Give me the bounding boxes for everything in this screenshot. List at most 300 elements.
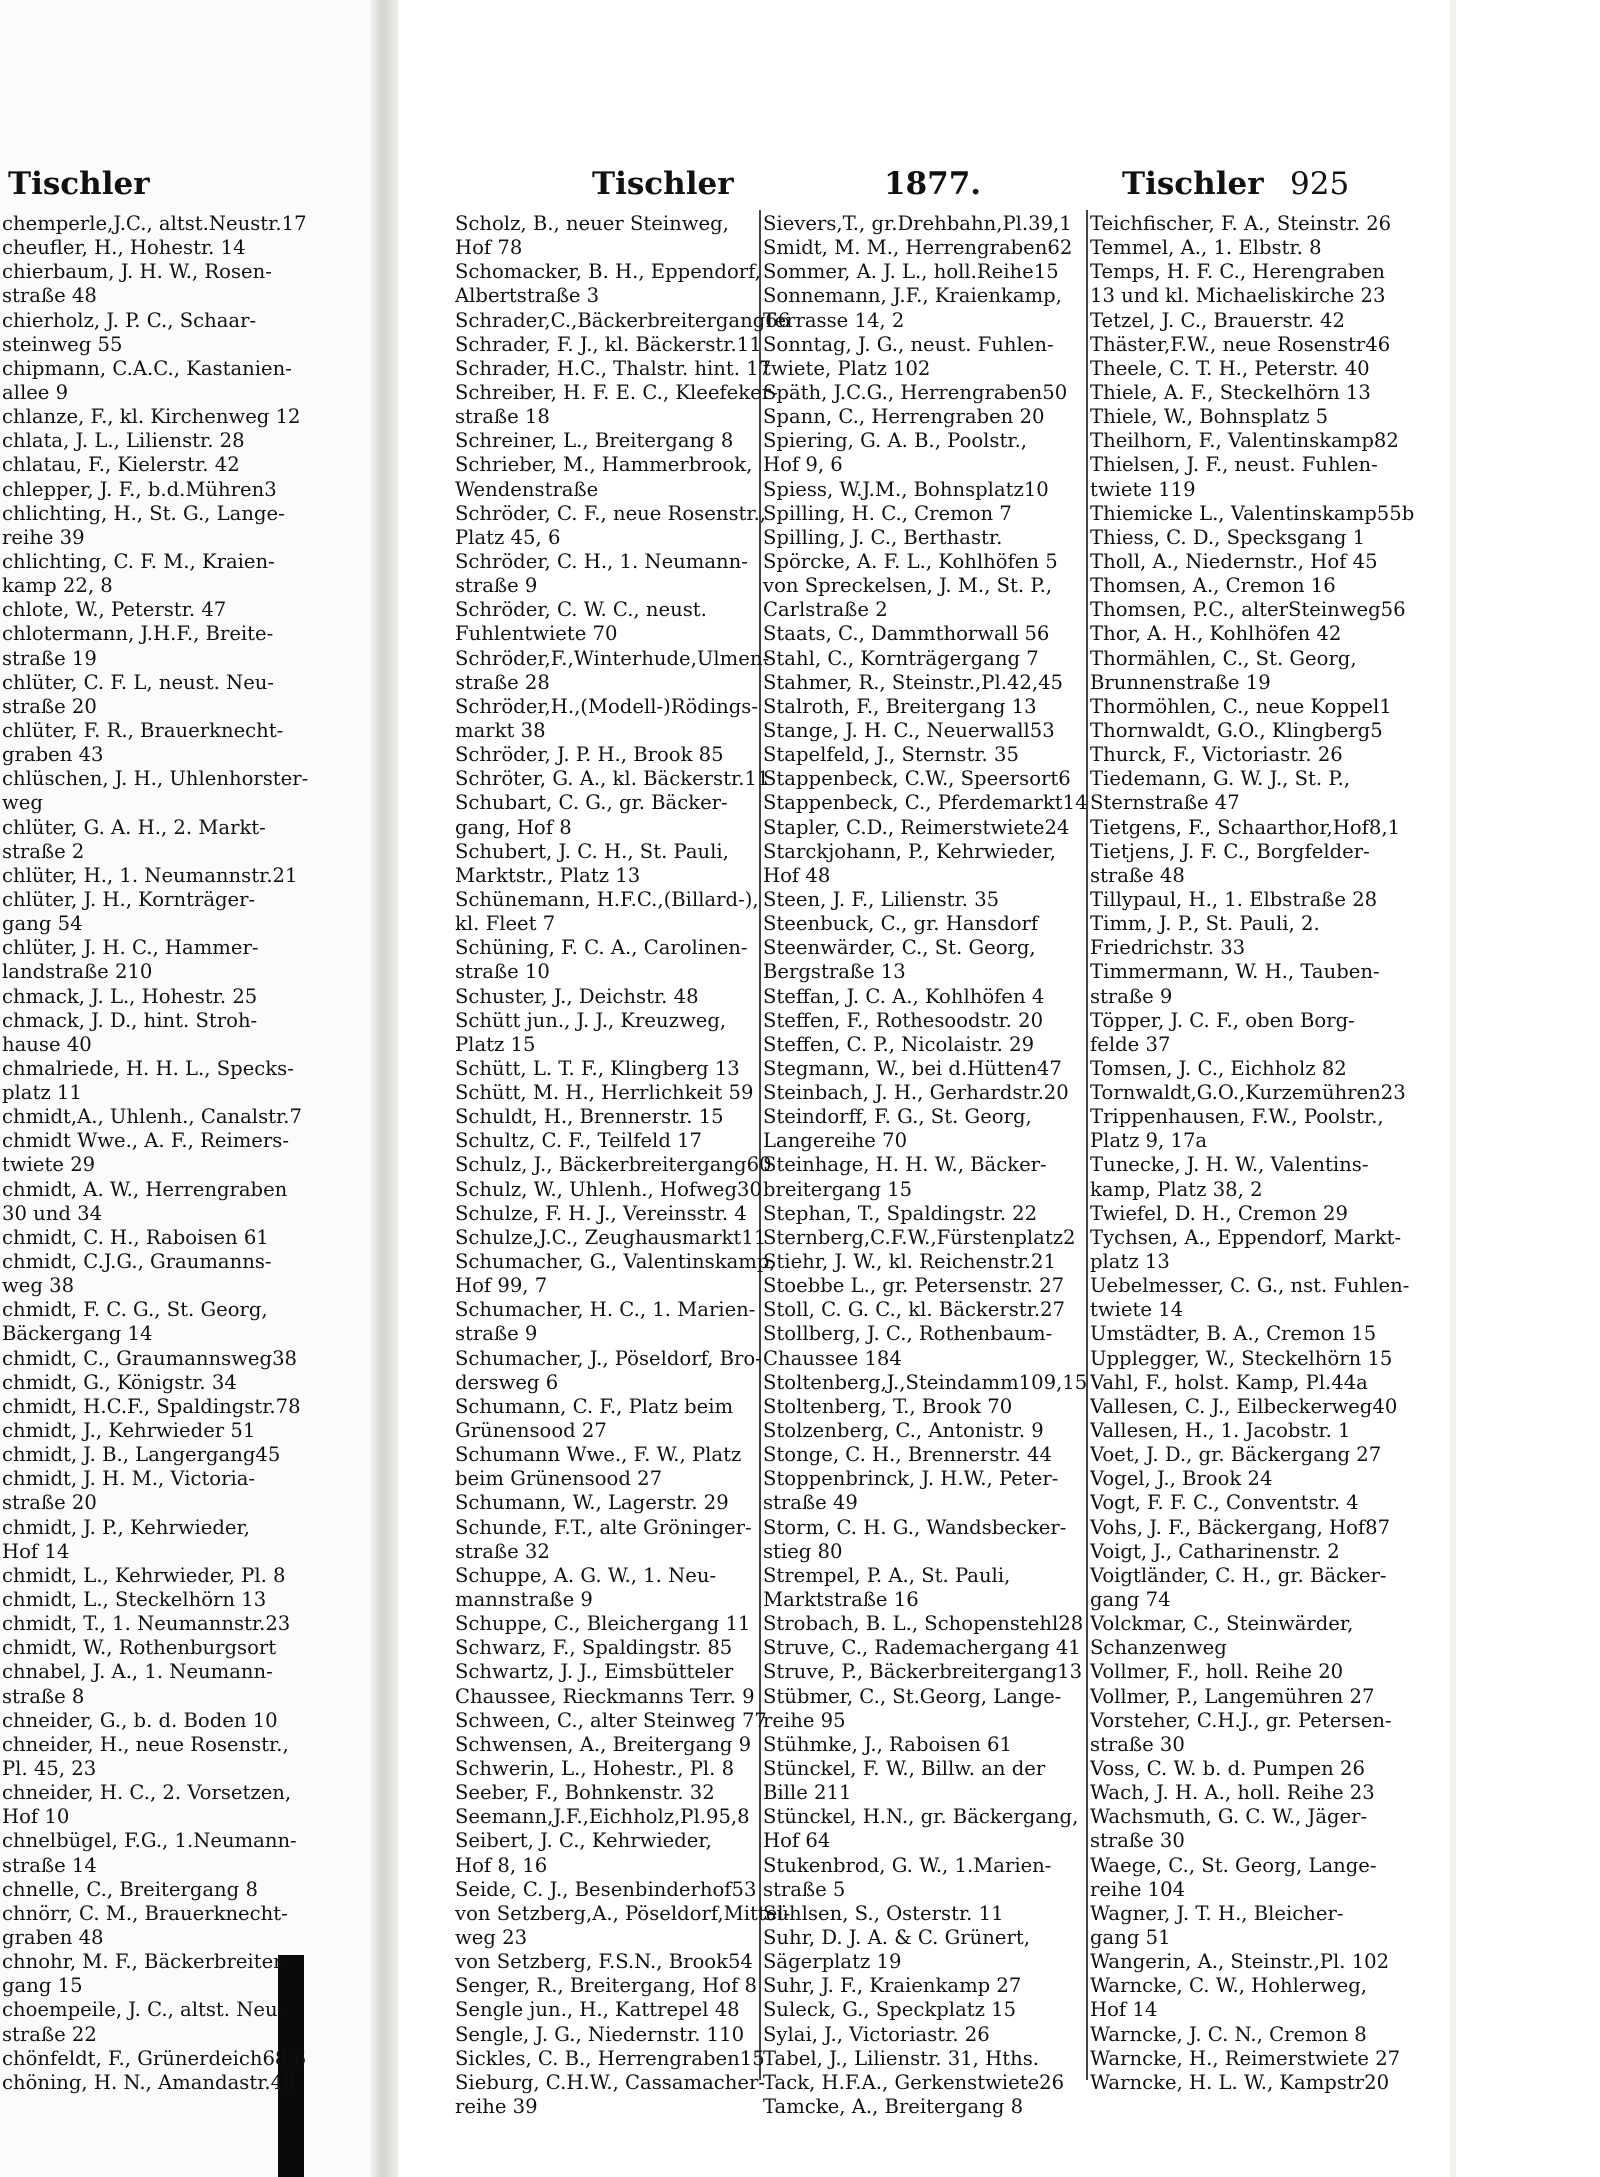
directory-entry-line: Schröder, J. P. H., Brook 85 <box>455 743 724 767</box>
directory-entry-line: Schultz, C. F., Teilfeld 17 <box>455 1129 703 1153</box>
directory-entry-line: dersweg 6 <box>455 1370 559 1394</box>
directory-entry-line: Stephan, T., Spaldingstr. 22 <box>763 1201 1038 1225</box>
directory-entry-line: Thiemicke L., Valentinskamp55b <box>1090 501 1415 525</box>
directory-entry-line: Schomacker, B. H., Eppendorf, <box>455 260 761 284</box>
directory-entry-line: Scholz, B., neuer Steinweg, <box>455 212 729 235</box>
directory-entry-line: chnelbügel, F.G., 1.Neumann- <box>2 1829 297 1853</box>
directory-entry-line: Tiedemann, G. W. J., St. P., <box>1090 767 1351 791</box>
directory-entry-line: Schulze,J.C., Zeughausmarkt11 <box>455 1225 767 1249</box>
directory-entry-line: Schütt jun., J. J., Kreuzweg, <box>455 1008 727 1032</box>
directory-column-1 <box>455 212 790 2119</box>
directory-entry-line: Warncke, J. C. N., Cremon 8 <box>1090 2022 1367 2046</box>
directory-entry-line: Schüning, F. C. A., Carolinen- <box>455 936 748 960</box>
directory-entry-line: Tomsen, J. C., Eichholz 82 <box>1090 1056 1347 1080</box>
directory-entry-line: straße 30 <box>1090 1732 1185 1756</box>
directory-entry-line: straße 48 <box>1090 863 1185 887</box>
directory-entry-line: Temps, H. F. C., Herengraben <box>1090 260 1385 284</box>
directory-entry-line: chmalriede, H. H. L., Specks- <box>2 1056 294 1080</box>
directory-entry-line: Schröder, C. W. C., neust. <box>455 598 707 622</box>
directory-entry-line: markt 38 <box>455 718 546 742</box>
directory-entry-line: Thiess, C. D., Specksgang 1 <box>1090 525 1366 549</box>
directory-entry-line: chlüter, J. H., Kornträger- <box>2 887 256 911</box>
directory-entry-line: Seeber, F., Bohnkenstr. 32 <box>455 1781 715 1805</box>
directory-entry-line: Fuhlentwiete 70 <box>455 622 618 646</box>
directory-entry-line: straße 20 <box>2 694 97 718</box>
directory-entry-line: Hof 10 <box>2 1805 70 1829</box>
running-head-right: Tischler <box>1122 166 1264 202</box>
directory-entry-line: graben 48 <box>2 1925 104 1949</box>
directory-entry-line: von Spreckelsen, J. M., St. P., <box>763 574 1053 598</box>
directory-entry-line: platz 13 <box>1090 1250 1170 1274</box>
directory-entry-line: Seibert, J. C., Kehrwieder, <box>455 1829 712 1853</box>
directory-entry-line: Stünckel, H.N., gr. Bäckergang, <box>763 1805 1079 1829</box>
directory-entry-line: straße 10 <box>455 960 550 984</box>
directory-entry-line: reihe 104 <box>1090 1877 1186 1901</box>
directory-entry-line: straße 48 <box>2 284 97 308</box>
directory-entry-line: straße 8 <box>2 1684 85 1708</box>
directory-entry-line: Hof 64 <box>763 1829 831 1853</box>
directory-entry-line: Stapler, C.D., Reimerstwiete24 <box>763 815 1070 839</box>
directory-entry-line: Thielsen, J. F., neust. Fuhlen- <box>1090 453 1378 477</box>
directory-entry-line: reihe 95 <box>763 1708 846 1732</box>
directory-entry-line: chneider, H., neue Rosenstr., <box>2 1732 289 1756</box>
directory-entry-line: steinweg 55 <box>2 332 123 356</box>
directory-entry-line: choempeile, J. C., altst. Neu- <box>2 1998 285 2022</box>
directory-entry-line: Stegmann, W., bei d.Hütten47 <box>763 1056 1062 1080</box>
directory-entry-line: beim Grünensood 27 <box>455 1467 663 1491</box>
directory-entry-line: chlata, J. L., Lilienstr. 28 <box>2 429 245 453</box>
directory-entry-line: chnelle, C., Breitergang 8 <box>2 1877 258 1901</box>
directory-entry-line: chmidt, F. C. G., St. Georg, <box>2 1298 268 1322</box>
directory-entry-line: reihe 39 <box>2 525 85 549</box>
directory-entry-line: Tillypaul, H., 1. Elbstraße 28 <box>1090 887 1378 911</box>
directory-entry-line: Schreiber, H. F. E. C., Kleefeker- <box>455 380 778 404</box>
directory-entry-line: chmidt, H.C.F., Spaldingstr.78 <box>2 1394 301 1418</box>
directory-entry-line: chlüter, F. R., Brauerknecht- <box>2 718 284 742</box>
directory-entry-line: Stoebbe L., gr. Petersenstr. 27 <box>763 1274 1065 1298</box>
directory-entry-line: Stühmke, J., Raboisen 61 <box>763 1732 1012 1756</box>
left-page-heading: Tischler <box>8 166 150 202</box>
directory-entry-line: straße 9 <box>455 1322 538 1346</box>
directory-entry-line: felde 37 <box>1090 1032 1171 1056</box>
directory-entry-line: Schwensen, A., Breitergang 9 <box>455 1732 752 1756</box>
directory-entry-line: Schrader, F. J., kl. Bäckerstr.11 <box>455 332 762 356</box>
directory-entry-line: chlepper, J. F., b.d.Mühren3 <box>2 477 277 501</box>
directory-entry-line: Tack, H.F.A., Gerkenstwiete26 <box>763 2070 1065 2094</box>
directory-entry-line: kl. Fleet 7 <box>455 912 556 936</box>
directory-entry-line: Grünensood 27 <box>455 1419 607 1443</box>
directory-entry-line: Schumacher, G., Valentinskamp, <box>455 1250 776 1274</box>
directory-entry-line: Stoltenberg, T., Brook 70 <box>763 1394 1013 1418</box>
directory-entry-line: von Setzberg, F.S.N., Brook54 <box>455 1950 753 1974</box>
directory-entry-line: Tietgens, F., Schaarthor,Hof8,1 <box>1090 815 1401 839</box>
directory-entry-line: Stoppenbrinck, J. H.W., Peter- <box>763 1467 1059 1491</box>
directory-entry-line: straße 9 <box>455 574 538 598</box>
directory-entry-line: Suleck, G., Speckplatz 15 <box>763 1998 1017 2022</box>
directory-entry-line: chmidt, G., Königstr. 34 <box>2 1370 237 1394</box>
directory-entry-line: allee 9 <box>2 380 69 404</box>
directory-entry-line: Sühlsen, S., Osterstr. 11 <box>763 1901 1004 1925</box>
directory-entry-line: straße 2 <box>2 839 85 863</box>
directory-entry-line: Smidt, M. M., Herrengraben62 <box>763 236 1073 260</box>
directory-entry-line: cheufler, H., Hohestr. 14 <box>2 236 246 260</box>
directory-entry-line: twiete 29 <box>2 1153 96 1177</box>
directory-entry-line: Hof 99, 7 <box>455 1274 548 1298</box>
directory-entry-line: Temmel, A., 1. Elbstr. 8 <box>1090 236 1322 260</box>
directory-entry-line: chierholz, J. P. C., Schaar- <box>2 308 257 332</box>
directory-entry-line: Uebelmesser, C. G., nst. Fuhlen- <box>1090 1274 1410 1298</box>
directory-entry-line: Stübmer, C., St.Georg, Lange- <box>763 1684 1062 1708</box>
directory-entry-line: Tunecke, J. H. W., Valentins- <box>1090 1153 1369 1177</box>
directory-entry-line: Staats, C., Dammthorwall 56 <box>763 622 1050 646</box>
directory-entry-line: reihe 39 <box>455 2094 538 2118</box>
directory-entry-line: Wendenstraße <box>455 477 599 501</box>
directory-entry-line: straße 9 <box>1090 984 1173 1008</box>
directory-entry-line: Stahl, C., Kornträgergang 7 <box>763 646 1039 670</box>
directory-entry-line: Steen, J. F., Lilienstr. 35 <box>763 887 1000 911</box>
directory-entry-line: straße 19 <box>2 646 97 670</box>
directory-entry-line: Schwartz, J. J., Eimsbütteler <box>455 1660 734 1684</box>
directory-entry-line: Schuppe, A. G. W., 1. Neu- <box>455 1563 717 1587</box>
directory-entry-line: chlüter, C. F. L, neust. Neu- <box>2 670 275 694</box>
directory-entry-line: Sickles, C. B., Herrengraben15 <box>455 2046 765 2070</box>
directory-entry-line: chmidt, A. W., Herrengraben <box>2 1177 288 1201</box>
directory-entry-line: Stahmer, R., Steinstr.,Pl.42,45 <box>763 670 1064 694</box>
directory-entry-line: Theilhorn, F., Valentinskamp82 <box>1090 429 1399 453</box>
directory-entry-line: Sternberg,C.F.W.,Fürstenplatz2 <box>763 1225 1076 1249</box>
directory-entry-line: chlüter, H., 1. Neumannstr.21 <box>2 863 298 887</box>
directory-column-2 <box>763 212 1088 2119</box>
directory-entry-line: Platz 45, 6 <box>455 525 561 549</box>
directory-entry-line: Starckjohann, P., Kehrwieder, <box>763 839 1056 863</box>
directory-entry-line: chlote, W., Peterstr. 47 <box>2 598 227 622</box>
directory-entry-line: Schumann, W., Lagerstr. 29 <box>455 1491 729 1515</box>
directory-entry-line: twiete, Platz 102 <box>763 356 931 380</box>
directory-entry-line: Platz 9, 17a <box>1090 1129 1208 1153</box>
directory-entry-line: chlichting, H., St. G., Lange- <box>2 501 285 525</box>
directory-entry-line: Hof 8, 16 <box>455 1853 548 1877</box>
directory-entry-line: Thormählen, C., St. Georg, <box>1090 646 1357 670</box>
directory-entry-line: chnabel, J. A., 1. Neumann- <box>2 1660 273 1684</box>
directory-entry-line: Schütt, L. T. F., Klingberg 13 <box>455 1056 740 1080</box>
directory-entry-line: chnohr, M. F., Bäckerbreiter- <box>2 1950 290 1974</box>
directory-entry-line: weg <box>2 791 43 815</box>
directory-entry-line: Marktstraße 16 <box>763 1588 919 1612</box>
directory-entry-line: Wach, J. H. A., holl. Reihe 23 <box>1090 1781 1375 1805</box>
directory-entry-line: Schrieber, M., Hammerbrook, <box>455 453 753 477</box>
directory-entry-line: Schulz, W., Uhlenh., Hofweg30 <box>455 1177 762 1201</box>
directory-entry-line: Spörcke, A. F. L., Kohlhöfen 5 <box>763 549 1058 573</box>
directory-entry-line: straße 20 <box>2 1491 97 1515</box>
directory-entry-line: chmidt, L., Steckelhörn 13 <box>2 1588 267 1612</box>
directory-entry-line: Sengle, J. G., Niedernstr. 110 <box>455 2022 745 2046</box>
directory-entry-line: Voigt, J., Catharinenstr. 2 <box>1090 1539 1340 1563</box>
directory-entry-line: gang 51 <box>1090 1925 1171 1949</box>
directory-entry-line: Storm, C. H. G., Wandsbecker- <box>763 1515 1067 1539</box>
directory-entry-line: chmack, J. L., Hohestr. 25 <box>2 984 258 1008</box>
directory-entry-line: Wagner, J. T. H., Bleicher- <box>1090 1901 1344 1925</box>
directory-entry-line: Schumacher, H. C., 1. Marien- <box>455 1298 756 1322</box>
directory-entry-line: Steinhage, H. H. W., Bäcker- <box>763 1153 1047 1177</box>
directory-entry-line: Vogel, J., Brook 24 <box>1090 1467 1273 1491</box>
directory-entry-line: Platz 15 <box>455 1032 536 1056</box>
directory-entry-line: Thor, A. H., Kohlhöfen 42 <box>1090 622 1342 646</box>
directory-entry-line: Schubart, C. G., gr. Bäcker- <box>455 791 728 815</box>
directory-entry-line: Teichfischer, F. A., Steinstr. 26 <box>1090 212 1392 235</box>
directory-entry-line: Vallesen, C. J., Eilbeckerweg40 <box>1090 1394 1398 1418</box>
directory-entry-line: Albertstraße 3 <box>455 284 600 308</box>
directory-entry-line: chlüter, J. H. C., Hammer- <box>2 936 259 960</box>
directory-entry-line: Späth, J.C.G., Herrengraben50 <box>763 380 1068 404</box>
directory-entry-line: Hof 14 <box>2 1539 70 1563</box>
directory-entry-line: chlüter, G. A. H., 2. Markt- <box>2 815 266 839</box>
directory-entry-line: Stoltenberg,J.,Steindamm109,15 <box>763 1370 1088 1394</box>
directory-entry-line: Sternstraße 47 <box>1090 791 1240 815</box>
directory-entry-line: Tabel, J., Lilienstr. 31, Hths. <box>763 2046 1039 2070</box>
directory-entry-line: Thiele, W., Bohnsplatz 5 <box>1090 405 1329 429</box>
directory-entry-line: chmidt, C.J.G., Graumanns- <box>2 1250 272 1274</box>
directory-entry-line: Tetzel, J. C., Brauerstr. 42 <box>1090 308 1345 332</box>
directory-entry-line: Friedrichstr. 33 <box>1090 936 1246 960</box>
directory-entry-line: straße 49 <box>763 1491 858 1515</box>
directory-entry-line: Schulze, F. H. J., Vereinsstr. 4 <box>455 1201 747 1225</box>
directory-entry-line: chmidt, T., 1. Neumannstr.23 <box>2 1612 291 1636</box>
directory-entry-line: Thäster,F.W., neue Rosenstr46 <box>1090 332 1391 356</box>
directory-entry-line: Thomsen, A., Cremon 16 <box>1090 574 1336 598</box>
directory-entry-line: Vahl, F., holst. Kamp, Pl.44a <box>1090 1370 1368 1394</box>
directory-entry-line: Schütt, M. H., Herrlichkeit 59 <box>455 1081 754 1105</box>
directory-entry-line: Sylai, J., Victoriastr. 26 <box>763 2022 990 2046</box>
directory-entry-line: Tornwaldt,G.O.,Kurzemühren23 <box>1090 1081 1406 1105</box>
directory-entry-line: Bergstraße 13 <box>763 960 906 984</box>
directory-entry-line: chmidt, C. H., Raboisen 61 <box>2 1225 269 1249</box>
directory-entry-line: Spilling, J. C., Berthastr. <box>763 525 1003 549</box>
directory-entry-line: Seemann,J.F.,Eichholz,Pl.95,8 <box>455 1805 750 1829</box>
directory-entry-line: von Setzberg,A., Pöseldorf,Mittel- <box>455 1901 791 1925</box>
directory-entry-line: Timmermann, W. H., Tauben- <box>1090 960 1380 984</box>
directory-entry-line: gang 54 <box>2 912 83 936</box>
directory-entry-line: weg 23 <box>455 1925 528 1949</box>
directory-entry-line: Vallesen, H., 1. Jacobstr. 1 <box>1090 1419 1351 1443</box>
directory-entry-line: chlüschen, J. H., Uhlenhorster- <box>2 767 309 791</box>
page-edge <box>1450 0 1456 2177</box>
directory-entry-line: chmidt, W., Rothenburgsort <box>2 1636 277 1660</box>
directory-entry-line: straße 14 <box>2 1853 97 1877</box>
directory-entry-line: Thiele, A. F., Steckelhörn 13 <box>1090 380 1371 404</box>
directory-entry-line: Stolzenberg, C., Antonistr. 9 <box>763 1419 1044 1443</box>
directory-entry-line: Schwerin, L., Hohestr., Pl. 8 <box>455 1757 735 1780</box>
directory-entry-line: Langereihe 70 <box>763 1129 908 1153</box>
directory-entry-line: Steinbach, J. H., Gerhardstr.20 <box>763 1081 1069 1105</box>
directory-entry-line: Spilling, H. C., Cremon 7 <box>763 501 1012 525</box>
directory-entry-line: gang 15 <box>2 1974 83 1998</box>
directory-entry-line: Schrader, H.C., Thalstr. hint. 17 <box>455 356 772 380</box>
directory-entry-line: graben 43 <box>2 743 104 767</box>
directory-entry-line: chneider, H. C., 2. Vorsetzen, <box>2 1781 292 1805</box>
directory-entry-line: Vohs, J. F., Bäckergang, Hof87 <box>1090 1515 1391 1539</box>
directory-entry-line: Voet, J. D., gr. Bäckergang 27 <box>1090 1443 1382 1467</box>
directory-entry-line: Steindorff, F. G., St. Georg, <box>763 1105 1032 1129</box>
directory-entry-line: Schröter, G. A., kl. Bäckerstr.11 <box>455 767 770 791</box>
directory-entry-line: 13 und kl. Michaeliskirche 23 <box>1090 284 1386 308</box>
directory-entry-line: Töpper, J. C. F., oben Borg- <box>1090 1008 1355 1032</box>
directory-entry-line: Hof 14 <box>1090 1998 1158 2022</box>
directory-entry-line: Schrader,C.,Bäckerbreitergang66 <box>455 308 791 332</box>
directory-entry-line: Bäckergang 14 <box>2 1322 153 1346</box>
directory-entry-line: Schröder, C. F., neue Rosenstr., <box>455 501 767 525</box>
directory-entry-line: straße 5 <box>763 1877 846 1901</box>
directory-entry-line: chmidt, J. B., Langergang45 <box>2 1443 281 1467</box>
directory-entry-line: Schumann, C. F., Platz beim <box>455 1394 734 1418</box>
directory-entry-line: straße 30 <box>1090 1829 1185 1853</box>
directory-entry-line: Stapelfeld, J., Sternstr. 35 <box>763 743 1019 767</box>
directory-entry-line: Strobach, B. L., Schopenstehl28 <box>763 1612 1084 1636</box>
directory-entry-line: Schunde, F.T., alte Gröninger- <box>455 1515 752 1539</box>
directory-entry-line: Waege, C., St. Georg, Lange- <box>1090 1853 1377 1877</box>
directory-entry-line: gang 74 <box>1090 1588 1171 1612</box>
directory-entry-line: Sonntag, J. G., neust. Fuhlen- <box>763 332 1054 356</box>
directory-entry-line: Schünemann, H.F.C.,(Billard-), <box>455 887 759 911</box>
directory-entry-line: Wangerin, A., Steinstr.,Pl. 102 <box>1090 1950 1390 1974</box>
directory-entry-line: twiete 119 <box>1090 477 1196 501</box>
directory-entry-line: chmidt, C., Graumannsweg38 <box>2 1346 298 1370</box>
directory-entry-line: chöning, H. N., Amandastr.48 <box>2 2070 296 2094</box>
directory-entry-line: Steenwärder, C., St. Georg, <box>763 936 1036 960</box>
directory-entry-line: Stalroth, F., Breitergang 13 <box>763 694 1037 718</box>
page-number: 925 <box>1290 166 1350 202</box>
directory-entry-line: Schumacher, J., Pöseldorf, Bro- <box>455 1346 762 1370</box>
directory-entry-line: chlanze, F., kl. Kirchenweg 12 <box>2 405 301 429</box>
directory-entry-line: Warncke, H. L. W., Kampstr20 <box>1090 2070 1390 2094</box>
directory-entry-line: Wachsmuth, G. C. W., Jäger- <box>1090 1805 1368 1829</box>
directory-entry-line: Spann, C., Herrengraben 20 <box>763 405 1045 429</box>
directory-entry-line: Umstädter, B. A., Cremon 15 <box>1090 1322 1377 1346</box>
directory-entry-line: Twiefel, D. H., Cremon 29 <box>1090 1201 1348 1225</box>
directory-entry-line: straße 22 <box>2 2022 97 2046</box>
directory-entry-line: Vorsteher, C.H.J., gr. Petersen- <box>1090 1708 1392 1732</box>
directory-entry-line: Schulz, J., Bäckerbreitergang60 <box>455 1153 772 1177</box>
directory-entry-line: Schröder, C. H., 1. Neumann- <box>455 549 748 573</box>
directory-entry-line: chmidt, J., Kehrwieder 51 <box>2 1419 256 1443</box>
directory-entry-line: Vollmer, P., Langemühren 27 <box>1090 1684 1375 1708</box>
directory-entry-line: straße 18 <box>455 405 550 429</box>
directory-entry-line: 30 und 34 <box>2 1201 103 1225</box>
directory-entry-line: kamp, Platz 38, 2 <box>1090 1177 1263 1201</box>
directory-column-3 <box>1090 212 1414 2095</box>
directory-entry-line: Timm, J. P., St. Pauli, 2. <box>1090 912 1320 936</box>
directory-entry-line: Terrasse 14, 2 <box>763 308 905 332</box>
directory-entry-line: Sägerplatz 19 <box>763 1950 902 1974</box>
directory-entry-line: Volckmar, C., Steinwärder, <box>1090 1612 1354 1636</box>
book-gutter <box>370 0 398 2177</box>
directory-entry-line: Sengle jun., H., Kattrepel 48 <box>455 1998 740 2022</box>
directory-entry-line: Stiehr, J. W., kl. Reichenstr.21 <box>763 1250 1056 1274</box>
directory-entry-line: Schanzenweg <box>1090 1636 1227 1660</box>
directory-entry-line: Steffan, J. C. A., Kohlhöfen 4 <box>763 984 1045 1008</box>
directory-entry-line: Tholl, A., Niedernstr., Hof 45 <box>1090 549 1378 573</box>
directory-entry-line: Sievers,T., gr.Drehbahn,Pl.39,1 <box>763 212 1072 235</box>
directory-entry-line: chnörr, C. M., Brauerknecht- <box>2 1901 288 1925</box>
directory-entry-line: Steffen, F., Rothesoodstr. 20 <box>763 1008 1044 1032</box>
directory-entry-line: kamp 22, 8 <box>2 574 113 598</box>
directory-entry-line: Schröder,F.,Winterhude,Ulmen- <box>455 646 770 670</box>
directory-entry-line: Bille 211 <box>763 1781 852 1805</box>
directory-entry-line: Stukenbrod, G. W., 1.Marien- <box>763 1853 1052 1877</box>
directory-entry-line: Steenbuck, C., gr. Hansdorf <box>763 912 1039 936</box>
directory-entry-line: Vogt, F. F. C., Conventstr. 4 <box>1090 1491 1359 1515</box>
directory-entry-line: chmidt, L., Kehrwieder, Pl. 8 <box>2 1563 286 1587</box>
directory-entry-line: chmack, J. D., hint. Stroh- <box>2 1008 258 1032</box>
directory-entry-line: landstraße 210 <box>2 960 153 984</box>
directory-entry-line: Schwarz, F., Spaldingstr. 85 <box>455 1636 733 1660</box>
directory-entry-line: Strempel, P. A., St. Pauli, <box>763 1563 1011 1587</box>
directory-entry-line: Schuldt, H., Brennerstr. 15 <box>455 1105 724 1129</box>
directory-entry-line: chmidt, J. P., Kehrwieder, <box>2 1515 250 1539</box>
directory-entry-line: Seide, C. J., Besenbinderhof53 <box>455 1877 757 1901</box>
directory-entry-line: Schröder,H.,(Modell-)Rödings- <box>455 694 758 718</box>
directory-entry-line: Trippenhausen, F.W., Poolstr., <box>1090 1105 1384 1129</box>
directory-entry-line: breitergang 15 <box>763 1177 913 1201</box>
directory-entry-line: Brunnenstraße 19 <box>1090 670 1271 694</box>
directory-entry-line: straße 32 <box>455 1539 550 1563</box>
directory-entry-line: gang, Hof 8 <box>455 815 572 839</box>
directory-entry-line: Senger, R., Breitergang, Hof 8 <box>455 1974 758 1998</box>
directory-entry-line: Hof 78 <box>455 236 523 260</box>
directory-entry-line: Voigtländer, C. H., gr. Bäcker- <box>1090 1563 1387 1587</box>
directory-entry-line: Thomsen, P.C., alterSteinweg56 <box>1090 598 1406 622</box>
directory-entry-line: Warncke, C. W., Hohlerweg, <box>1090 1974 1368 1998</box>
directory-entry-line: mannstraße 9 <box>455 1588 593 1612</box>
directory-entry-line: Schubert, J. C. H., St. Pauli, <box>455 839 729 863</box>
directory-entry-line: Tamcke, A., Breitergang 8 <box>763 2094 1024 2118</box>
directory-entry-line: Tychsen, A., Eppendorf, Markt- <box>1090 1225 1402 1249</box>
directory-entry-line: chemperle,J.C., altst.Neustr.17 <box>2 212 307 235</box>
directory-entry-line: chierbaum, J. H. W., Rosen- <box>2 260 272 284</box>
directory-entry-line: Schreiner, L., Breitergang 8 <box>455 429 734 453</box>
directory-entry-line: Pl. 45, 23 <box>2 1757 97 1780</box>
running-head-left: Tischler <box>592 166 734 202</box>
directory-entry-line: Stoll, C. G. C., kl. Bäckerstr.27 <box>763 1298 1066 1322</box>
directory-entry-line: Upplegger, W., Steckelhörn 15 <box>1090 1346 1393 1370</box>
directory-entry-line: chmidt Wwe., A. F., Reimers- <box>2 1129 289 1153</box>
directory-entry-line: Stünckel, F. W., Billw. an der <box>763 1757 1046 1780</box>
directory-entry-line: Theele, C. T. H., Peterstr. 40 <box>1090 356 1370 380</box>
directory-entry-line: chlatau, F., Kielerstr. 42 <box>2 453 240 477</box>
directory-entry-line: Steffen, C. P., Nicolaistr. 29 <box>763 1032 1035 1056</box>
directory-entry-line: Thormöhlen, C., neue Koppel1 <box>1090 694 1392 718</box>
directory-entry-line: Sieburg, C.H.W., Cassamacher- <box>455 2070 765 2094</box>
directory-entry-line: Carlstraße 2 <box>763 598 888 622</box>
directory-entry-line: Hof 9, 6 <box>763 453 843 477</box>
directory-entry-line: Suhr, D. J. A. & C. Grünert, <box>763 1925 1030 1949</box>
directory-entry-line: Sommer, A. J. L., holl.Reihe15 <box>763 260 1059 284</box>
running-head-year: 1877. <box>884 166 982 202</box>
directory-entry-line: Sonnemann, J.F., Kraienkamp, <box>763 284 1062 308</box>
directory-entry-line: stieg 80 <box>763 1539 843 1563</box>
directory-entry-line: Spiering, G. A. B., Poolstr., <box>763 429 1028 453</box>
directory-entry-line: chlichting, C. F. M., Kraien- <box>2 549 275 573</box>
directory-entry-line: Spiess, W.J.M., Bohnsplatz10 <box>763 477 1049 501</box>
left-page-column <box>2 212 308 2095</box>
directory-entry-line: Schumann Wwe., F. W., Platz <box>455 1443 742 1467</box>
directory-entry-line: Thornwaldt, G.O., Klingberg5 <box>1090 718 1383 742</box>
directory-entry-line: Chaussee 184 <box>763 1346 902 1370</box>
directory-entry-line: Stollberg, J. C., Rothenbaum- <box>763 1322 1053 1346</box>
directory-entry-line: Suhr, J. F., Kraienkamp 27 <box>763 1974 1022 1998</box>
directory-entry-line: twiete 14 <box>1090 1298 1184 1322</box>
directory-entry-line: Voss, C. W. b. d. Pumpen 26 <box>1090 1757 1365 1780</box>
directory-entry-line: Schuppe, C., Bleichergang 11 <box>455 1612 751 1636</box>
